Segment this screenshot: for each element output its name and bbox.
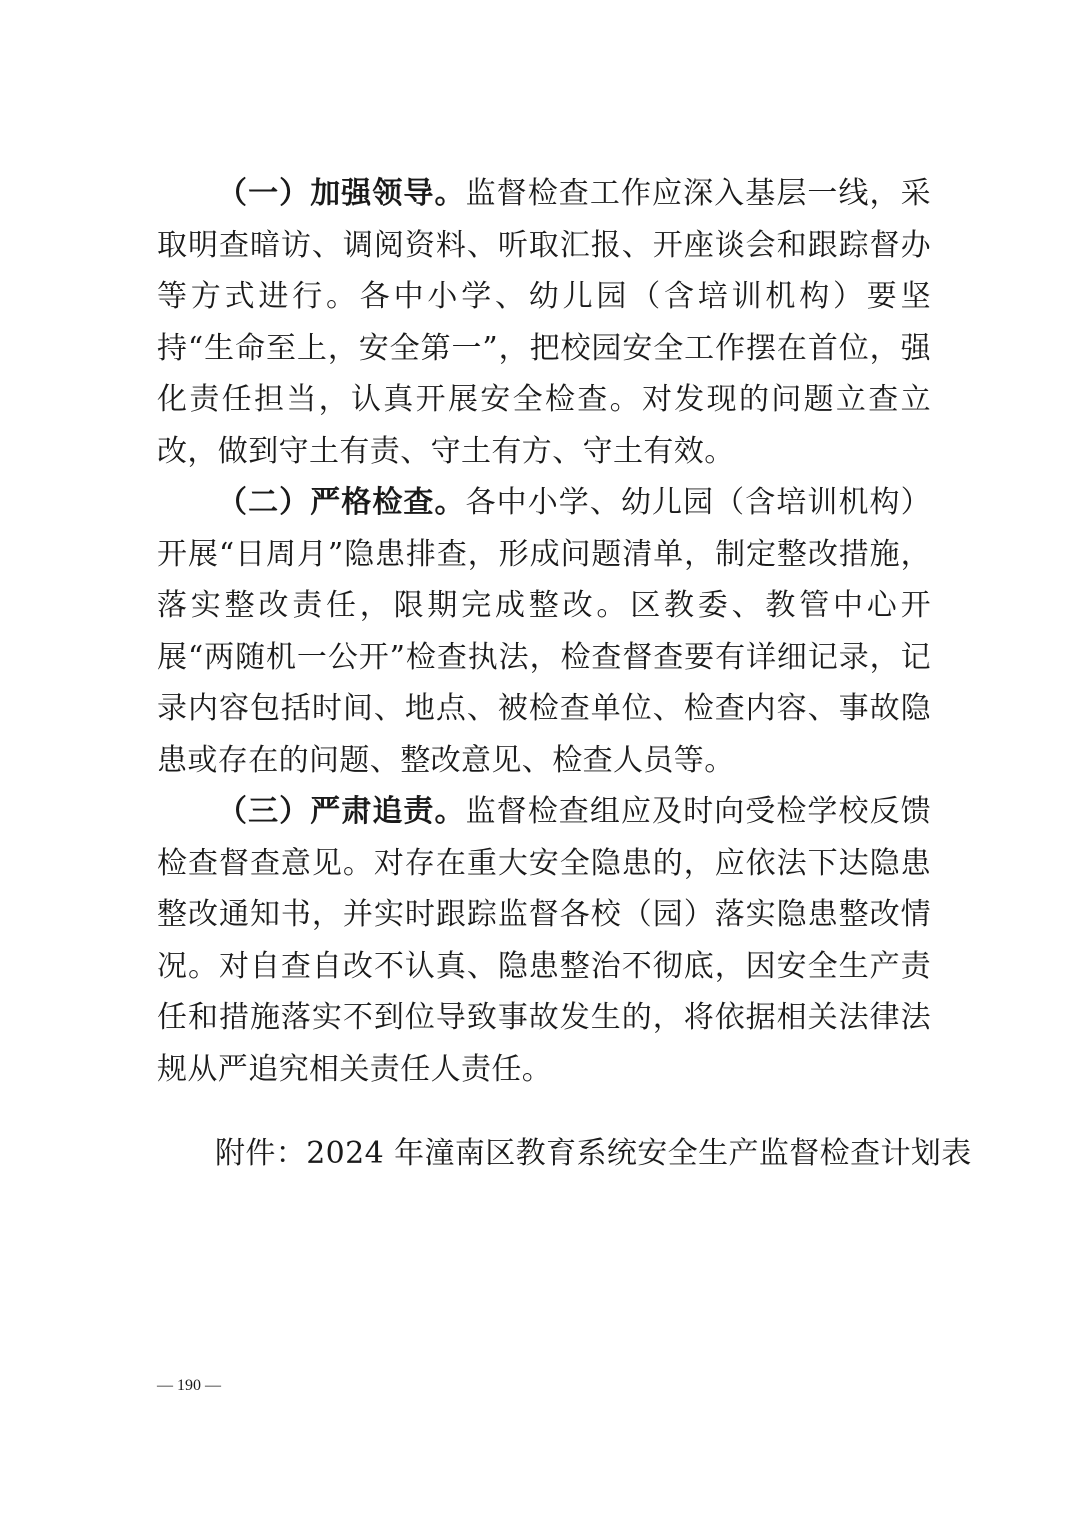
- section-body-2: 各中小学、幼儿园（含培训机构）开展“日周月”隐患排查，形成问题清单，制定整改措施，落实整改责任，限期完成整改。区教委、教管中心开展“两随机一公开”检查执法，检查督查要有详细记录，记录内容包括时间、地点、被检查单位、检查内容、事故隐患或存在的问题、整改意见、检查人员等。: [157, 485, 932, 778]
- section-paragraph-1: [157, 168, 931, 477]
- section-body-3: 监督检查组应及时向受检学校反馈检查督查意见。对存在重大安全隐患的，应依法下达隐患整改通知书，并实时跟踪监督各校（园）落实隐患整改情况。对自查自改不认真、隐患整治不彻底，因安全生产责任和措施落实不到位导致事故发生的，将依据相关法律法规从严追究相关责任人责任。: [157, 794, 932, 1087]
- section-heading-1: （一）加强领导。: [217, 176, 466, 211]
- page-number: — 190 —: [157, 1377, 221, 1394]
- section-heading-2: （二）严格检查。: [217, 485, 466, 520]
- attachment-line: 附件：2024 年潼南区教育系统安全生产监督检查计划表: [215, 1136, 972, 1171]
- body-text: [157, 168, 931, 1095]
- section-paragraph-2: [157, 477, 931, 786]
- section-paragraph-3: [157, 786, 931, 1095]
- section-heading-3: （三）严肃追责。: [217, 794, 466, 829]
- section-body-1: 监督检查工作应深入基层一线，采取明查暗访、调阅资料、听取汇报、开座谈会和跟踪督办等方式进行。各中小学、幼儿园（含培训机构）要坚持“生命至上，安全第一”，把校园安全工作摆在首位，强化责任担当，认真开展安全检查。对发现的问题立查立改，做到守土有责、守土有方、守土有效。: [157, 176, 932, 469]
